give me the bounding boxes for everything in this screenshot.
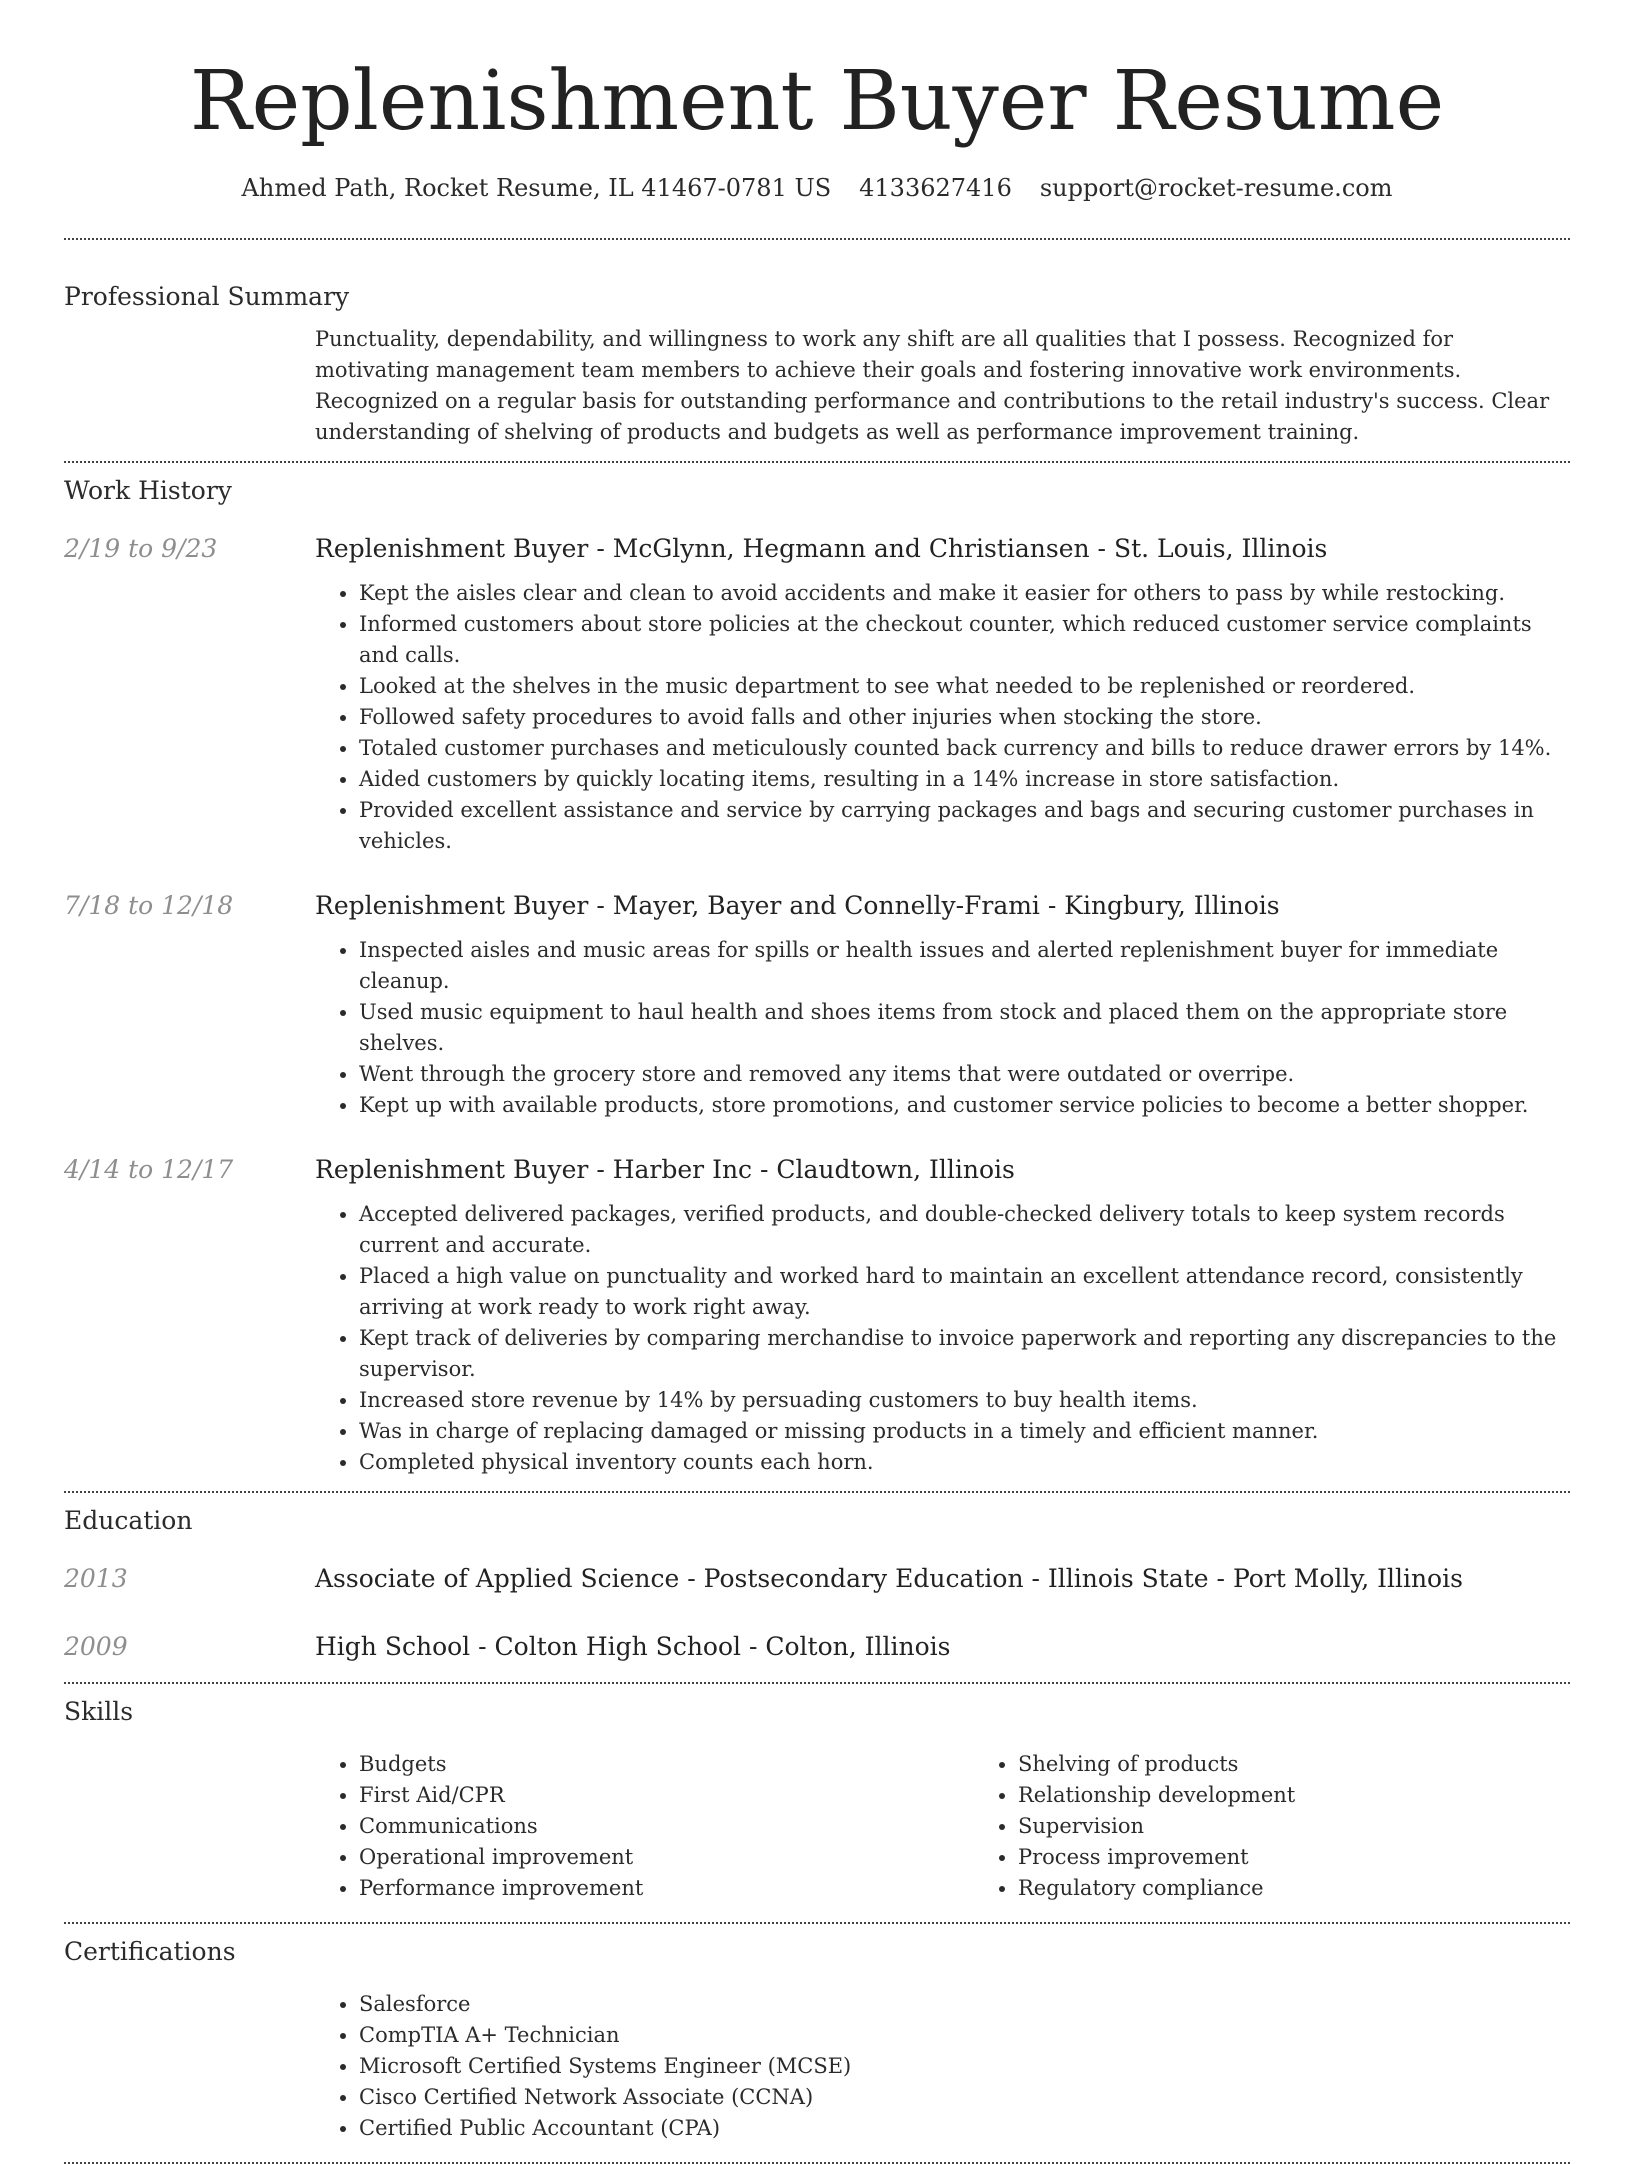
job-title: Replenishment Buyer - Mayer, Bayer and Connelly-Frami - Kingbury, Illinois: [315, 891, 1280, 920]
list-item: • Kept up with available products, store promotions, and customer service policies to become a better shopper.: [359, 1090, 1570, 1121]
job-bullets: [315, 578, 1570, 857]
list-item: • Placed a high value on punctuality and worked hard to maintain an excellent attendance record, consistently arriving at work ready to work right away.: [359, 1261, 1570, 1323]
summary-text: Punctuality, dependability, and willingness to work any shift are all qualities that I possess. Recognized for motivating management team members to achieve their goals and fostering innovative work environments. Recognized on a regular basis for outstanding performance and contributions to the retail industry's success. Clear understanding of shelving of products and budgets as well as performance improvement training.: [315, 327, 1550, 444]
list-item: • Process improvement: [1018, 1842, 1632, 1873]
resume-title: Replenishment Buyer Resume: [189, 54, 1445, 149]
job-entry: [64, 1153, 1570, 1478]
list-item: • Certified Public Accountant (CPA): [359, 2113, 1570, 2144]
list-item: • Aided customers by quickly locating items, resulting in a 14% increase in store satisfaction.: [359, 764, 1570, 795]
list-item: • Followed safety procedures to avoid falls and other injuries when stocking the store.: [359, 702, 1570, 733]
list-item: • CompTIA A+ Technician: [359, 2020, 1570, 2051]
list-item: • Increased store revenue by 14% by persuading customers to buy health items.: [359, 1385, 1570, 1416]
job-dates: 2/19 to 9/23: [64, 534, 218, 563]
certifications-list: [315, 1989, 1570, 2144]
contact-phone: 4133627416: [859, 174, 1012, 202]
education-year: 2009: [64, 1632, 128, 1661]
list-item: • Budgets: [359, 1749, 974, 1780]
job-dates: 7/18 to 12/18: [64, 891, 234, 920]
list-item: • Accepted delivered packages, verified products, and double-checked delivery totals to keep system records current and accurate.: [359, 1199, 1570, 1261]
list-item: • Kept track of deliveries by comparing merchandise to invoice paperwork and reporting any discrepancies to the supervisor.: [359, 1323, 1570, 1385]
list-item: • Kept the aisles clear and clean to avoid accidents and make it easier for others to pass by while restocking.: [359, 578, 1570, 609]
list-item: • Relationship development: [1018, 1780, 1632, 1811]
job-entry: [64, 889, 1570, 1121]
section-heading-certifications: Certifications: [64, 1937, 236, 1966]
education-year: 2013: [64, 1564, 128, 1593]
divider: [64, 461, 1570, 463]
divider: [64, 1682, 1570, 1684]
list-item: • Inspected aisles and music areas for spills or health issues and alerted replenishment buyer for immediate cleanup.: [359, 935, 1570, 997]
skills-list-left: [315, 1749, 974, 1904]
divider: [64, 1491, 1570, 1493]
list-item: • Regulatory compliance: [1018, 1873, 1632, 1904]
list-item: • Shelving of products: [1018, 1749, 1632, 1780]
education-text: High School - Colton High School - Colton, Illinois: [315, 1632, 951, 1661]
education-text: Associate of Applied Science - Postsecondary Education - Illinois State - Port Molly, Illinois: [315, 1564, 1463, 1593]
contact-line: [64, 172, 1570, 204]
list-item: • Completed physical inventory counts each horn.: [359, 1447, 1570, 1478]
education-entry: [64, 1630, 1570, 1664]
list-item: • Operational improvement: [359, 1842, 974, 1873]
divider: [64, 1922, 1570, 1924]
list-item: • First Aid/CPR: [359, 1780, 974, 1811]
summary-row: [64, 324, 1570, 448]
list-item: • Microsoft Certified Systems Engineer (MCSE): [359, 2051, 1570, 2082]
list-item: • Supervision: [1018, 1811, 1632, 1842]
job-bullets: [315, 935, 1570, 1121]
list-item: • Informed customers about store policies at the checkout counter, which reduced customer service complaints and calls.: [359, 609, 1570, 671]
job-title: Replenishment Buyer - Harber Inc - Claudtown, Illinois: [315, 1155, 1015, 1184]
list-item: • Was in charge of replacing damaged or missing products in a timely and efficient manner.: [359, 1416, 1570, 1447]
section-heading-summary: Professional Summary: [64, 282, 350, 311]
resume-page: [64, 0, 1570, 2164]
job-entry: [64, 532, 1570, 857]
list-item: • Cisco Certified Network Associate (CCNA): [359, 2082, 1570, 2113]
section-heading-education: Education: [64, 1506, 193, 1535]
skills-row: [64, 1749, 1570, 1904]
list-item: • Totaled customer purchases and meticulously counted back currency and bills to reduce drawer errors by 14%.: [359, 733, 1570, 764]
job-title: Replenishment Buyer - McGlynn, Hegmann and Christiansen - St. Louis, Illinois: [315, 534, 1328, 563]
section-heading-work: Work History: [64, 476, 232, 505]
list-item: • Looked at the shelves in the music department to see what needed to be replenished or reordered.: [359, 671, 1570, 702]
certifications-row: [64, 1989, 1570, 2144]
contact-address: Ahmed Path, Rocket Resume, IL 41467-0781 US: [241, 174, 832, 202]
education-entry: [64, 1562, 1570, 1596]
list-item: • Went through the grocery store and removed any items that were outdated or overripe.: [359, 1059, 1570, 1090]
list-item: • Salesforce: [359, 1989, 1570, 2020]
list-item: • Performance improvement: [359, 1873, 974, 1904]
list-item: • Used music equipment to haul health and shoes items from stock and placed them on the appropriate store shelves.: [359, 997, 1570, 1059]
divider: [64, 238, 1570, 240]
list-item: • Communications: [359, 1811, 974, 1842]
contact-email: support@rocket-resume.com: [1039, 174, 1393, 202]
list-item: • Provided excellent assistance and service by carrying packages and bags and securing customer purchases in vehicles.: [359, 795, 1570, 857]
job-bullets: [315, 1199, 1570, 1478]
job-dates: 4/14 to 12/17: [64, 1155, 234, 1184]
section-heading-skills: Skills: [64, 1697, 134, 1726]
skills-list-right: [974, 1749, 1632, 1904]
